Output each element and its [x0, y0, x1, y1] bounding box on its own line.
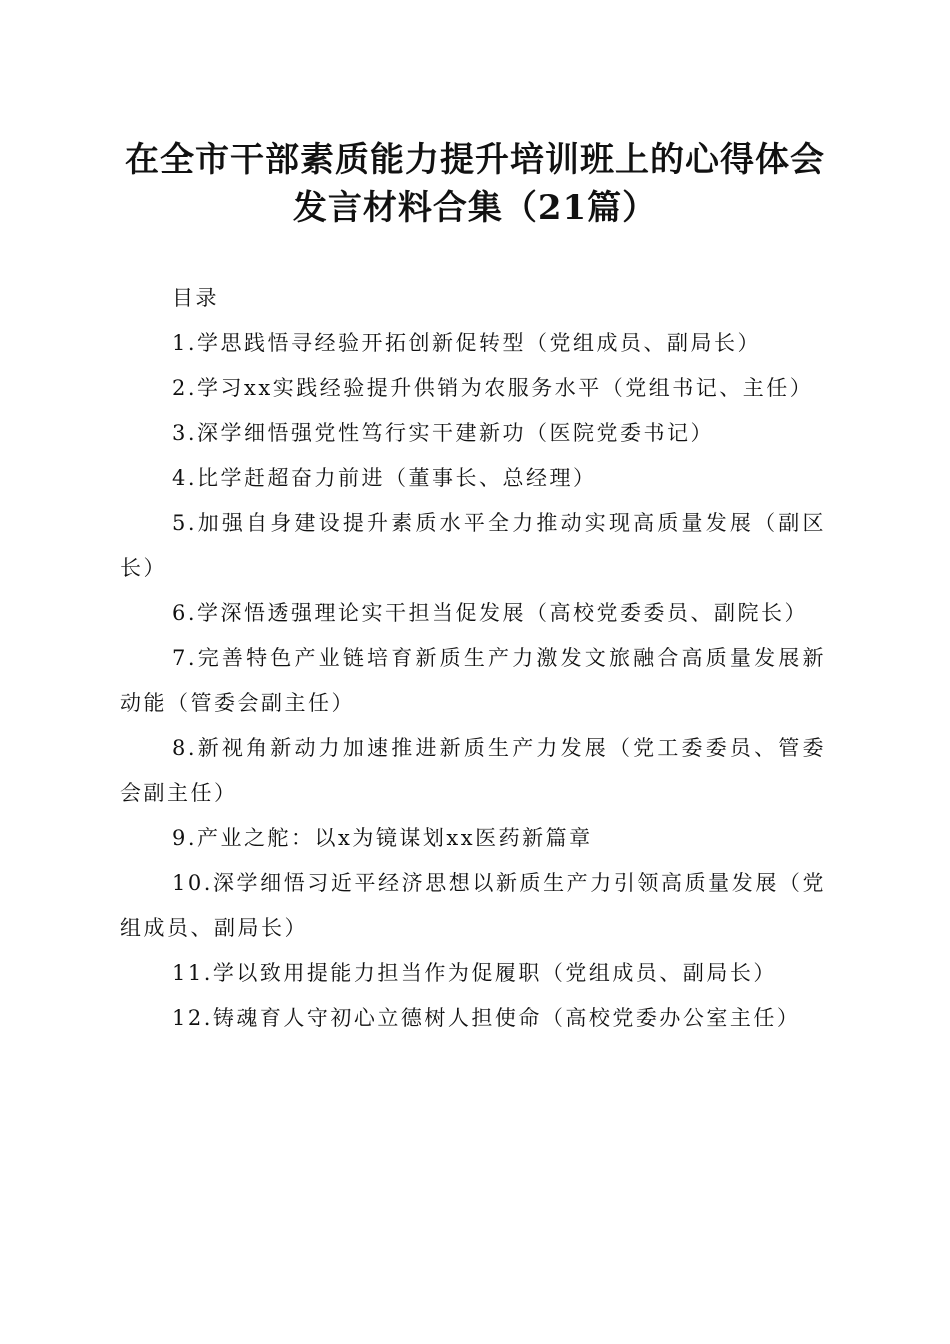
toc-item: 1.学思践悟寻经验开拓创新促转型（党组成员、副局长） [172, 331, 762, 355]
toc-item: 8.新视角新动力加速推进新质生产力发展（党工委委员、管委会副主任） [120, 736, 826, 805]
toc-item: 4.比学赶超奋力前进（董事长、总经理） [172, 466, 597, 490]
document-title-line-2: 发言材料合集（21篇） [292, 188, 658, 228]
toc-item: 12.铸魂育人守初心立德树人担使命（高校党委办公室主任） [172, 1006, 801, 1030]
toc-heading: 目录 [172, 286, 219, 310]
toc-item: 5.加强自身建设提升素质水平全力推动实现高质量发展（副区长） [120, 511, 826, 580]
toc-item: 3.深学细悟强党性笃行实干建新功（医院党委书记） [172, 421, 715, 445]
document-title-line-1: 在全市干部素质能力提升培训班上的心得体会 [125, 140, 825, 180]
toc-item: 10.深学细悟习近平经济思想以新质生产力引领高质量发展（党组成员、副局长） [120, 871, 826, 940]
toc-item: 9.产业之舵：以x为镜谋划xx医药新篇章 [172, 826, 593, 850]
toc-item: 2.学习xx实践经验提升供销为农服务水平（党组书记、主任） [172, 376, 814, 400]
toc-item: 6.学深悟透强理论实干担当促发展（高校党委委员、副院长） [172, 601, 809, 625]
toc-item: 7.完善特色产业链培育新质生产力激发文旅融合高质量发展新动能（管委会副主任） [120, 646, 826, 715]
table-of-contents [120, 276, 826, 1041]
toc-item: 11.学以致用提能力担当作为促履职（党组成员、副局长） [172, 961, 777, 985]
